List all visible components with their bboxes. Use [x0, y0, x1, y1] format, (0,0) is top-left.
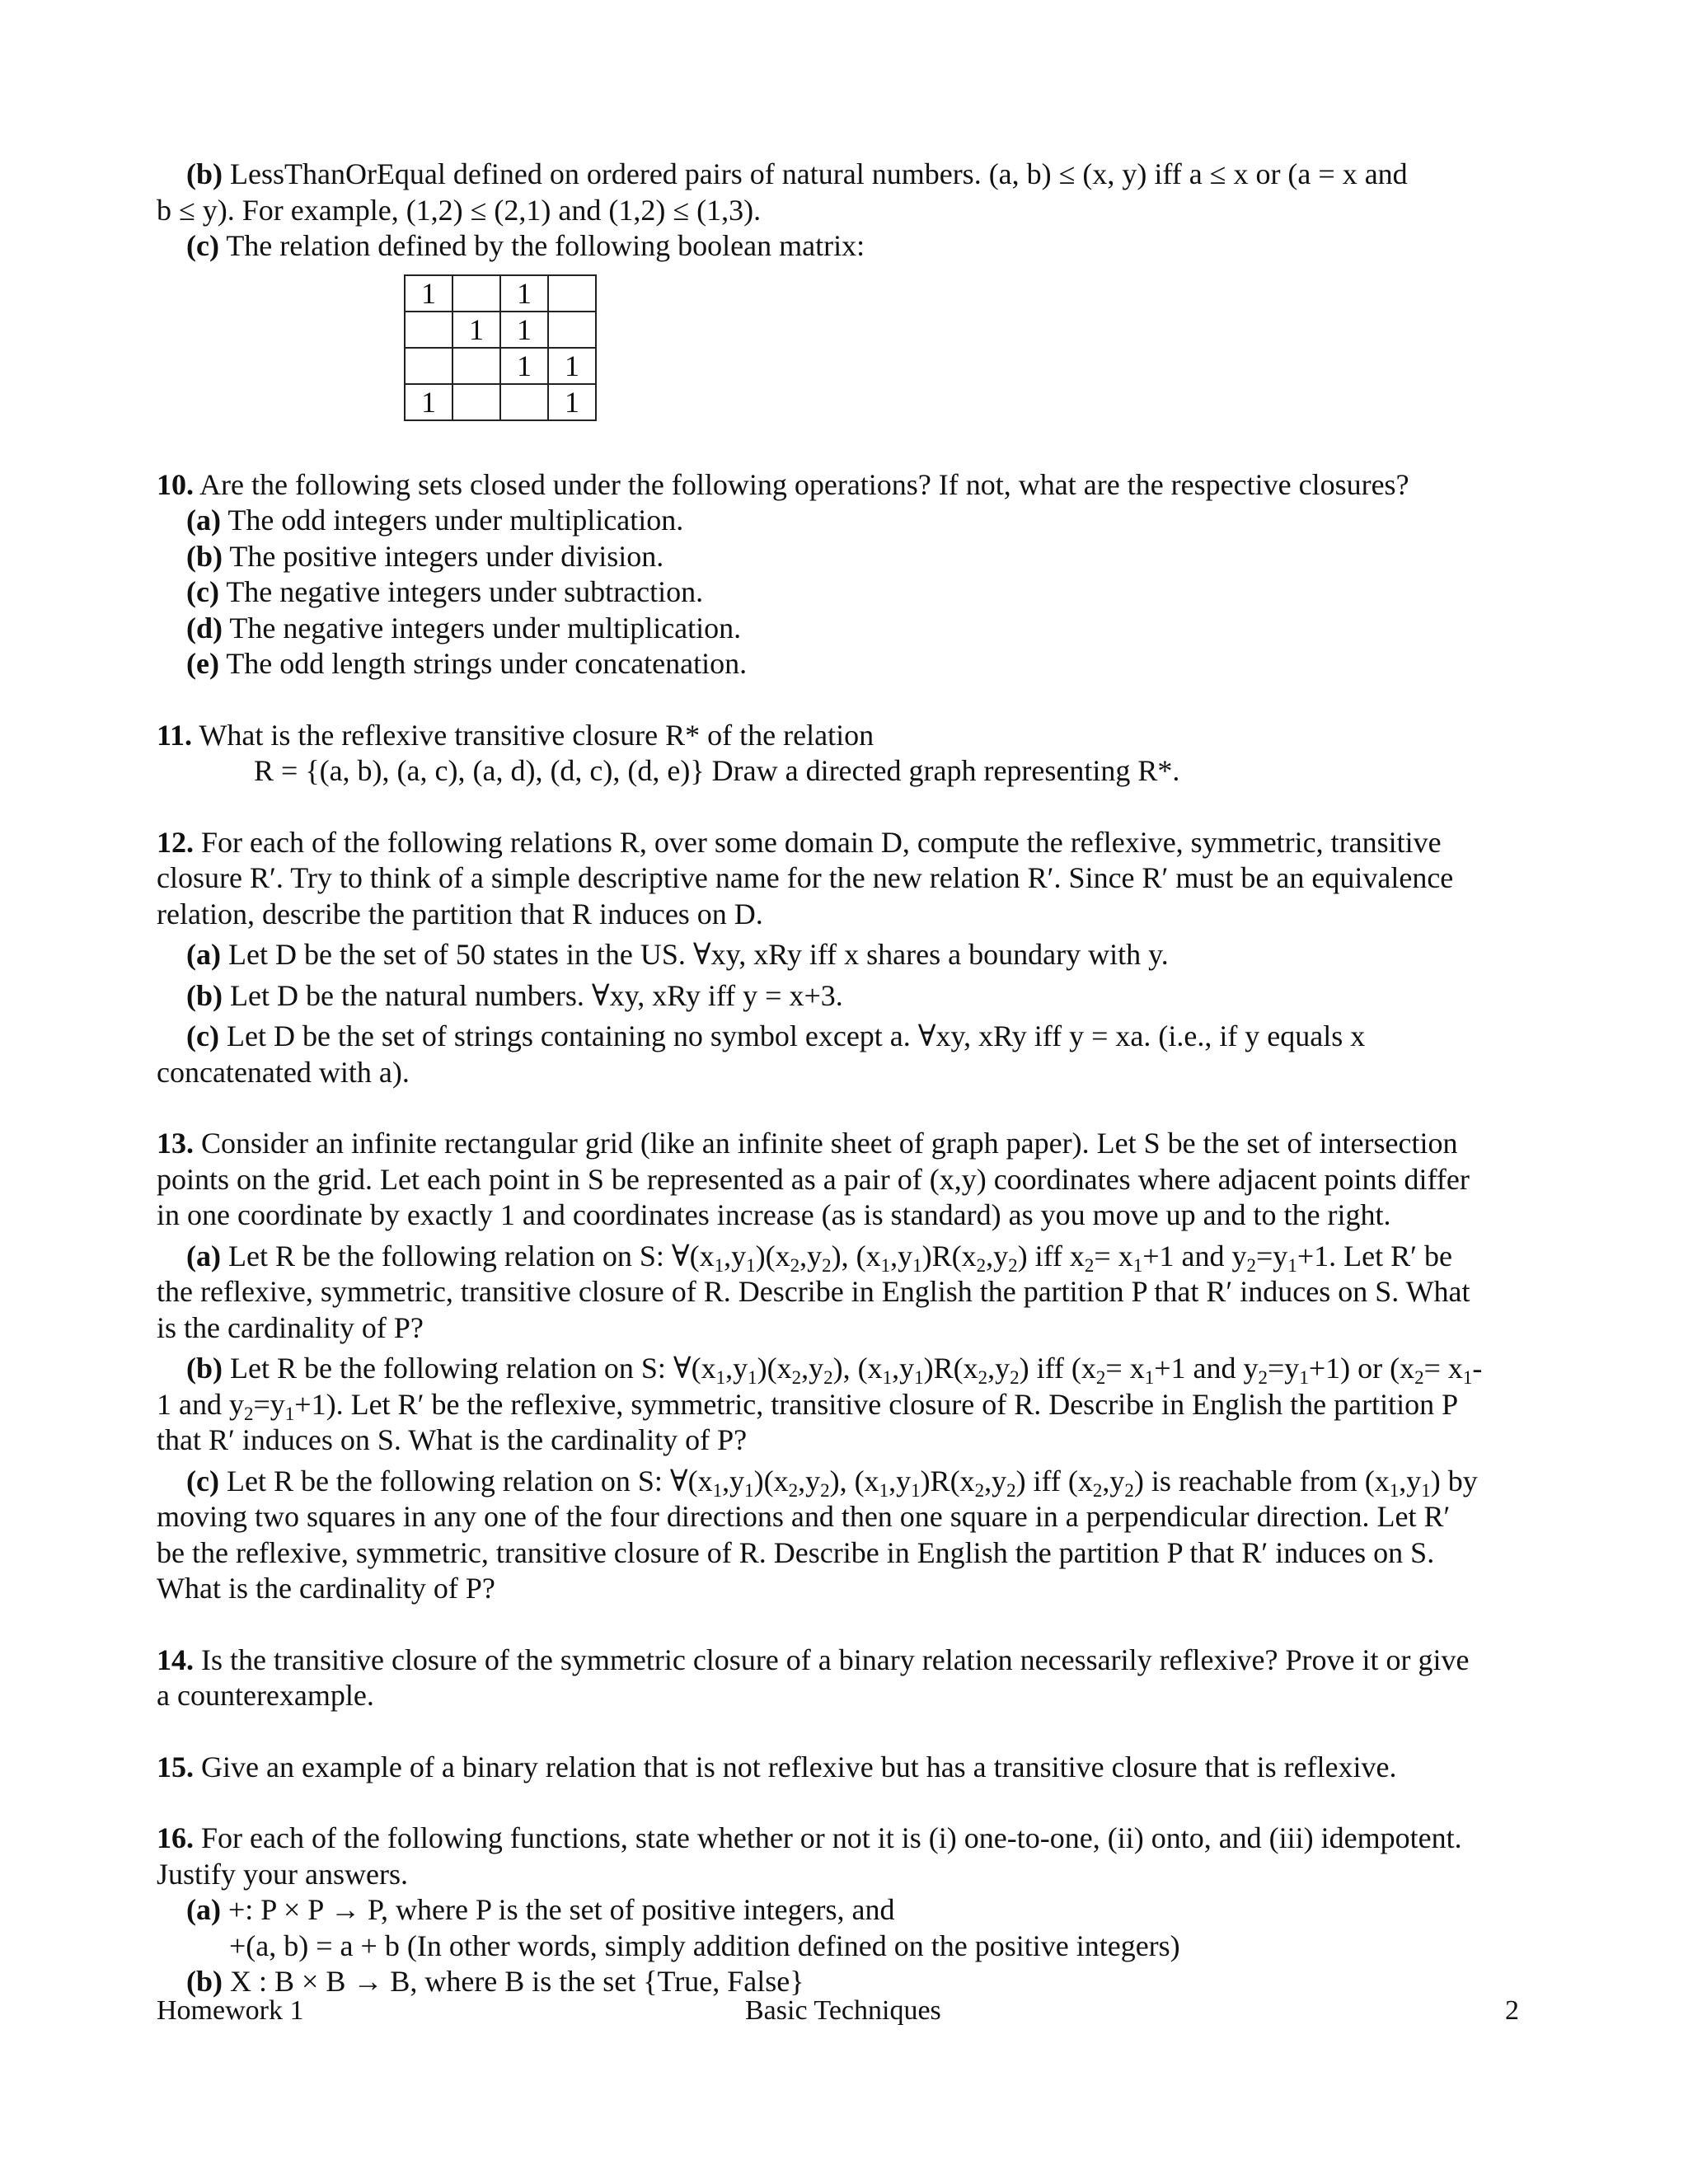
- matrix-cell: [405, 348, 452, 384]
- q10-item: [157, 539, 1525, 575]
- q13-prompt: [157, 1126, 1525, 1162]
- q10c-label: (c): [186, 575, 219, 608]
- q14-prompt: [157, 1643, 1525, 1679]
- q12c: [157, 1019, 1525, 1055]
- q12c-text: Let D be the set of strings containing no symbol except a. ∀xy, xRy iff y = xa. (i.e., if y equals x: [218, 1019, 1366, 1052]
- q12c-label: (c): [186, 1019, 219, 1052]
- matrix-cell: 1: [405, 275, 452, 312]
- q16-prompt: [157, 1821, 1525, 1857]
- q14-number: 14.: [157, 1643, 194, 1676]
- matrix-row: [405, 275, 596, 312]
- q13a: (a) Let R be the following relation on S: $\forall(x_1,y_1)(x_2,y_2)$, $(x_1,y_1)R(x_2,y_2)$ iff $x_2= x_1+1$ and $y_2=y_1+1$. Let R′ be: [186, 1239, 1452, 1276]
- q13-number: 13.: [157, 1127, 194, 1160]
- q16a-line2: +(a, b) = a + b (In other words, simply addition defined on the positive integers): [229, 1929, 1180, 1962]
- q12b-label: (b): [186, 978, 223, 1012]
- q13-line2: points on the grid. Let each point in S be represented as a pair of (x,y) coordinates where adjacent points differ: [157, 1162, 1470, 1196]
- q15-text: Give an example of a binary relation that is not reflexive but has a transitive closure that is reflexive.: [194, 1750, 1397, 1783]
- q16b-label: (b): [186, 1965, 223, 1998]
- q9b-line1: [157, 157, 1525, 193]
- spacer: [157, 1714, 1525, 1750]
- spacer: [157, 421, 1525, 467]
- q10e-text: The odd length strings under concatenation.: [218, 647, 748, 680]
- spacer: [157, 1090, 1525, 1126]
- matrix-cell: 1: [452, 312, 500, 348]
- q13c-line4: What is the cardinality of P?: [157, 1572, 495, 1605]
- q11-number: 11.: [157, 718, 193, 752]
- q12-line2: closure R′. Try to think of a simple descriptive name for the new relation R′. Since R′ must be an equivalence: [157, 861, 1454, 894]
- q10-item: [157, 646, 1525, 682]
- q11-relation: R = {(a, b), (a, c), (a, d), (d, c), (d, e)} Draw a directed graph representing R*.: [254, 754, 1180, 787]
- q10a-label: (a): [186, 504, 221, 537]
- matrix-cell: [452, 275, 500, 312]
- matrix-row: [405, 348, 596, 384]
- q10c-text: The negative integers under subtraction.: [218, 575, 704, 608]
- q13a-line2: the reflexive, symmetric, transitive closure of R. Describe in English the partition P that R′ induces on S. What: [157, 1275, 1470, 1308]
- matrix-cell: [452, 348, 500, 384]
- q10-text: Are the following sets closed under the following operations? If not, what are the respective closures?: [194, 467, 1409, 501]
- q16a-label: (a): [186, 1893, 221, 1926]
- q14-line2: a counterexample.: [157, 1679, 374, 1712]
- matrix-cell: 1: [405, 384, 452, 420]
- page-footer: [157, 1993, 1519, 2029]
- q12a-label: (a): [186, 938, 221, 971]
- matrix-cell: [405, 312, 452, 348]
- q9c-label: (c): [186, 229, 219, 262]
- q10a-text: The odd integers under multiplication.: [220, 504, 684, 537]
- q13c-line2: moving two squares in any one of the four directions and then one square in a perpendicular direction. Let R′: [157, 1500, 1451, 1533]
- matrix-cell: [548, 312, 596, 348]
- q10-item: [157, 611, 1525, 647]
- q13c: (c) Let R be the following relation on S: $\forall(x_1,y_1)(x_2,y_2)$, $(x_1,y_1)R(x_2,y_2)$ iff $(x_2,y_2)$ is reachable from $(x_1,y_1)$ by: [186, 1464, 1478, 1501]
- q10d-label: (d): [186, 611, 223, 644]
- document-page: [157, 157, 1525, 2000]
- matrix-cell: 1: [548, 348, 596, 384]
- q10-item: [157, 574, 1525, 611]
- q12a: [157, 937, 1525, 973]
- q9b-text: LessThanOrEqual defined on ordered pairs of natural numbers. (a, b) ≤ (x, y) iff a ≤ x or (a = x and: [223, 157, 1408, 190]
- q16b-text: X : B × B → B, where B is the set {True, False}: [223, 1965, 804, 1998]
- q10-prompt: [157, 467, 1525, 504]
- q13b-line3: that R′ induces on S. What is the cardinality of P?: [157, 1423, 748, 1456]
- spacer: [157, 682, 1525, 718]
- q12a-text: Let D be the set of 50 states in the US. ∀xy, xRy iff x shares a boundary with y.: [220, 938, 1169, 971]
- matrix-cell: 1: [500, 312, 548, 348]
- matrix-row: [405, 384, 596, 420]
- q13b-line2: 1 and $y_2=y_1+1$). Let R′ be the reflexive, symmetric, transitive closure of R. Describe in English the partition P: [157, 1387, 1459, 1424]
- spacer: [157, 790, 1525, 825]
- q10e-label: (e): [186, 647, 219, 680]
- boolean-matrix: [404, 274, 597, 421]
- q13c-line3: be the reflexive, symmetric, transitive closure of R. Describe in English the partition P that R′ induces on S.: [157, 1535, 1435, 1569]
- q10d-text: The negative integers under multiplication.: [223, 611, 742, 644]
- q15-number: 15.: [157, 1750, 194, 1783]
- matrix-cell: 1: [500, 348, 548, 384]
- q9b-label: (b): [186, 157, 223, 190]
- q14-text: Is the transitive closure of the symmetric closure of a binary relation necessarily reflexive? Prove it or give: [194, 1643, 1470, 1676]
- q10b-label: (b): [186, 539, 223, 573]
- q9c-text: The relation defined by the following boolean matrix:: [218, 229, 865, 262]
- q10-number: 10.: [157, 467, 194, 501]
- spacer: [157, 1785, 1525, 1821]
- q13a-line3: is the cardinality of P?: [157, 1310, 424, 1344]
- q12-prompt: [157, 825, 1525, 861]
- q15-prompt: [157, 1750, 1525, 1786]
- q9b-line2: b ≤ y). For example, (1,2) ≤ (2,1) and (1,2) ≤ (1,3).: [157, 193, 762, 227]
- q12c-line2: concatenated with a).: [157, 1055, 410, 1089]
- matrix-cell: [500, 384, 548, 420]
- q10-item: [157, 503, 1525, 539]
- page-number: 2: [1505, 1995, 1519, 2026]
- matrix-cell: [452, 384, 500, 420]
- q16-number: 16.: [157, 1821, 194, 1854]
- q11-text: What is the reflexive transitive closure R* of the relation: [192, 718, 874, 752]
- q12-line3: relation, describe the partition that R induces on D.: [157, 897, 763, 930]
- q13-text: Consider an infinite rectangular grid (like an infinite sheet of graph paper). Let S be the set of intersection: [194, 1127, 1458, 1160]
- q9c-line: [157, 228, 1525, 265]
- q13c-label: (c): [186, 1464, 219, 1497]
- q13b: (b) Let R be the following relation on S: $\forall(x_1,y_1)(x_2,y_2)$, $(x_1,y_1)R(x_2,y_2)$ iff ($x_2= x_1+1$ and $y_2=y_1+1$) or ($x_2= x_1-$: [186, 1352, 1483, 1388]
- spacer: [157, 1607, 1525, 1643]
- q13b-label: (b): [186, 1352, 223, 1385]
- matrix-cell: [548, 275, 596, 312]
- matrix-row: [405, 312, 596, 348]
- footer-left: Homework 1: [157, 1995, 304, 2026]
- q12b: [157, 978, 1525, 1015]
- footer-center: Basic Techniques: [745, 1995, 941, 2026]
- q10b-text: The positive integers under division.: [223, 539, 664, 573]
- q16-line2: Justify your answers.: [157, 1857, 408, 1891]
- q12-number: 12.: [157, 825, 194, 859]
- q11-prompt: [157, 718, 1525, 754]
- matrix-cell: 1: [500, 275, 548, 312]
- q12b-text: Let D be the natural numbers. ∀xy, xRy iff y = x+3.: [223, 978, 843, 1012]
- q16a: [157, 1892, 1525, 1929]
- matrix-cell: 1: [548, 384, 596, 420]
- q13-line3: in one coordinate by exactly 1 and coordinates increase (as is standard) as you move up and to the right.: [157, 1198, 1391, 1231]
- q13a-label: (a): [186, 1239, 221, 1272]
- q12-text: For each of the following relations R, over some domain D, compute the reflexive, symmetric, transitive: [194, 825, 1442, 859]
- q16a-text: +: P × P → P, where P is the set of positive integers, and: [220, 1893, 895, 1926]
- boolean-matrix-wrap: [157, 274, 1525, 421]
- q16-text: For each of the following functions, state whether or not it is (i) one-to-one, (ii) onto, and (iii) idempotent.: [194, 1821, 1462, 1854]
